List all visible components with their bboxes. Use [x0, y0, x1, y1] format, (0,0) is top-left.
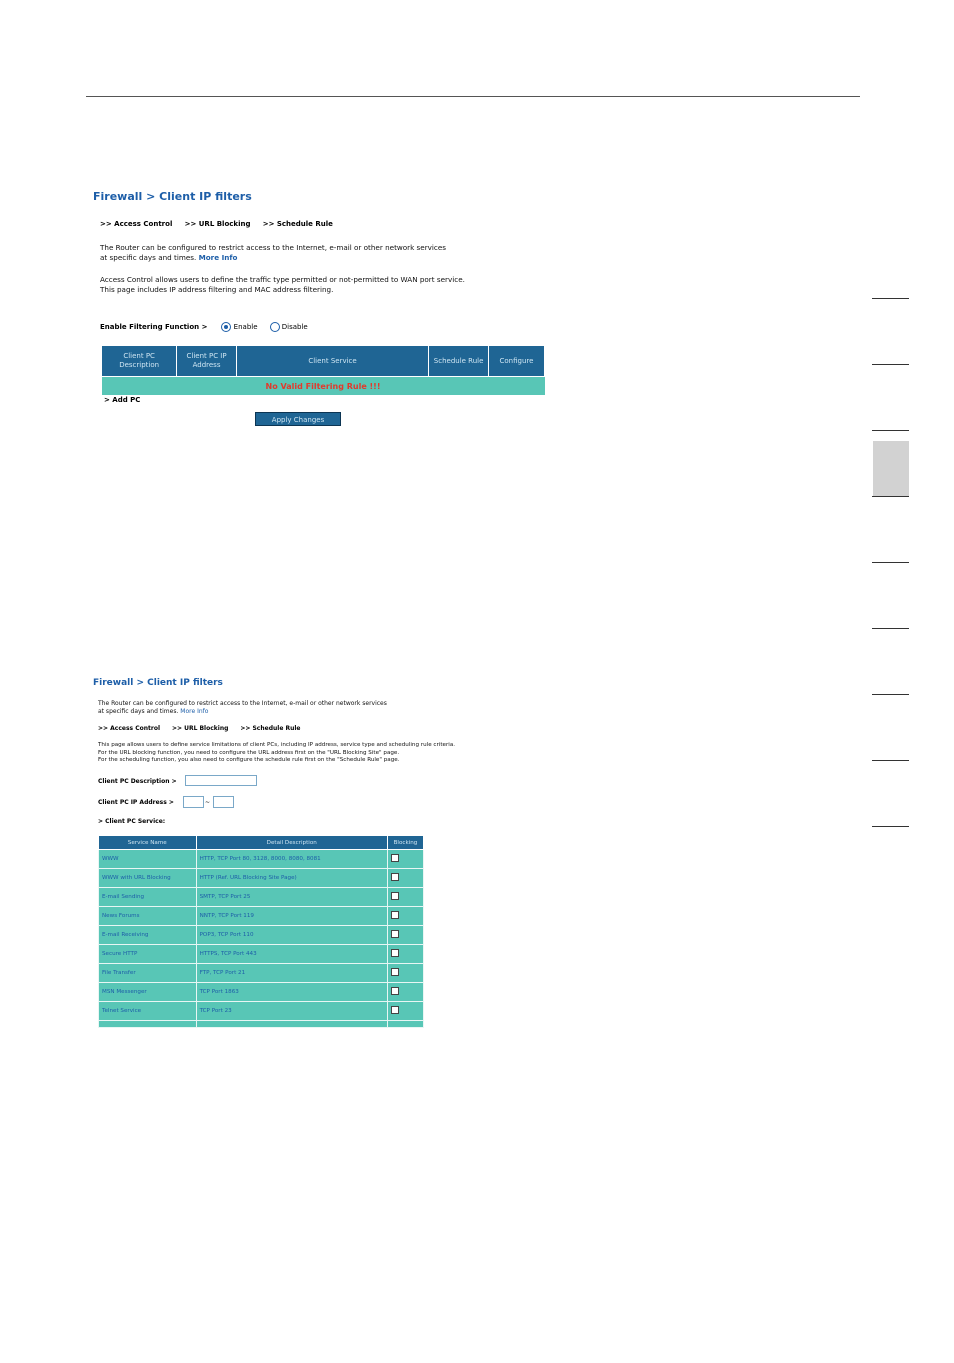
col-header: Client PC Description	[102, 346, 177, 377]
service-name-cell: WWW	[99, 850, 197, 869]
section-tab-divider	[872, 628, 909, 629]
service-name-cell: MSN Messenger	[99, 983, 197, 1002]
filtering-function-row	[100, 322, 308, 332]
filler-cell	[196, 1021, 387, 1028]
section-tab-divider	[872, 430, 909, 431]
add-pc-link[interactable]: > Add PC	[104, 396, 141, 404]
client-pc-description-label: Client PC Description >	[98, 778, 177, 785]
blocking-cell	[387, 1002, 423, 1021]
intro-line: The Router can be configured to restrict access to the Internet, e-mail or other network services	[100, 243, 447, 252]
nav-url-blocking[interactable]: >> URL Blocking	[171, 725, 229, 732]
service-name-cell: E-mail Receiving	[99, 926, 197, 945]
service-description-text	[98, 742, 518, 765]
service-detail-cell: TCP Port 23	[196, 1002, 387, 1021]
blocking-checkbox[interactable]	[391, 854, 399, 862]
table-row	[99, 869, 424, 888]
access-line: Access Control allows users to define the traffic type permitted or not-permitted to WAN port service.	[100, 275, 465, 284]
table-row-filler	[99, 1021, 424, 1028]
blocking-checkbox[interactable]	[391, 968, 399, 976]
blocking-cell	[387, 964, 423, 983]
blocking-checkbox[interactable]	[391, 930, 399, 938]
table-row	[99, 964, 424, 983]
disable-label: Disable	[281, 323, 308, 331]
intro-line: at specific days and times.	[98, 708, 179, 715]
service-detail-cell: HTTP, TCP Port 80, 3128, 8000, 8080, 8081	[196, 850, 387, 869]
nav-schedule-rule[interactable]: >> Schedule Rule	[262, 220, 333, 228]
blocking-checkbox[interactable]	[391, 987, 399, 995]
table-row	[99, 850, 424, 869]
filter-label: Enable Filtering Function >	[100, 323, 208, 331]
radio-empty-icon	[270, 322, 280, 332]
radio-selected-icon	[221, 322, 231, 332]
intro-line: The Router can be configured to restrict access to the Internet, e-mail or other network services	[98, 700, 387, 707]
section-tab-divider	[872, 826, 909, 827]
more-info-link-2[interactable]: More Info	[180, 708, 209, 715]
service-detail-cell: HTTP (Ref. URL Blocking Site Page)	[196, 869, 387, 888]
nav-url-blocking[interactable]: >> URL Blocking	[184, 220, 251, 228]
filter-rules-table	[101, 345, 545, 395]
col-header: Detail Description	[196, 836, 387, 850]
service-name-cell: File Transfer	[99, 964, 197, 983]
col-header: Blocking	[387, 836, 423, 850]
section-tab-divider	[872, 562, 909, 563]
blocking-checkbox[interactable]	[391, 892, 399, 900]
service-detail-cell: POP3, TCP Port 110	[196, 926, 387, 945]
intro-line: at specific days and times.	[100, 253, 197, 262]
blocking-cell	[387, 926, 423, 945]
blocking-checkbox[interactable]	[391, 949, 399, 957]
services-table-body	[99, 850, 424, 1028]
section-tab-divider	[872, 760, 909, 761]
service-detail-cell: FTP, TCP Port 21	[196, 964, 387, 983]
ip-end-input[interactable]	[213, 796, 234, 808]
service-detail-cell: SMTP, TCP Port 25	[196, 888, 387, 907]
blocking-cell	[387, 869, 423, 888]
col-header: Configure	[488, 346, 544, 377]
blocking-checkbox[interactable]	[391, 873, 399, 881]
nav-links	[100, 220, 343, 228]
filler-cell	[99, 1021, 197, 1028]
nav-links-2	[98, 725, 311, 732]
service-name-cell: Telnet Service	[99, 1002, 197, 1021]
section-tab-divider	[872, 694, 909, 695]
service-name-cell: News Forums	[99, 907, 197, 926]
page-title: Firewall > Client IP filters	[93, 190, 252, 203]
intro-text	[100, 243, 520, 263]
service-detail-cell: NNTP, TCP Port 119	[196, 907, 387, 926]
enable-radio[interactable]	[221, 322, 257, 332]
table-row	[99, 926, 424, 945]
access-line: This page includes IP address filtering and MAC address filtering.	[100, 285, 334, 294]
section-tab-divider	[872, 364, 909, 365]
blocking-cell	[387, 888, 423, 907]
header-rule	[86, 96, 860, 97]
blocking-cell	[387, 983, 423, 1002]
service-detail-cell: TCP Port 1863	[196, 983, 387, 1002]
blocking-cell	[387, 907, 423, 926]
enable-label: Enable	[233, 323, 258, 331]
client-pc-description-input[interactable]	[185, 775, 257, 786]
col-header: Schedule Rule	[429, 346, 489, 377]
desc-line: For the URL blocking function, you need to configure the URL address first on the "URL Blocking Site" page.	[98, 749, 400, 756]
services-table	[98, 835, 424, 1028]
service-name-cell: Secure HTTP	[99, 945, 197, 964]
service-detail-cell: HTTPS, TCP Port 443	[196, 945, 387, 964]
nav-access-control[interactable]: >> Access Control	[100, 220, 173, 228]
no-rule-message: No Valid Filtering Rule !!!	[102, 377, 545, 396]
ip-start-input[interactable]	[183, 796, 204, 808]
active-section-tab	[873, 441, 909, 496]
section-tab-divider	[872, 496, 909, 497]
apply-changes-button[interactable]: Apply Changes	[255, 412, 341, 426]
service-name-cell: E-mail Sending	[99, 888, 197, 907]
table-row	[99, 983, 424, 1002]
access-control-text	[100, 275, 530, 295]
ip-range-separator: ~	[205, 799, 211, 806]
client-pc-ip-label: Client PC IP Address >	[98, 799, 174, 806]
col-header: Service Name	[99, 836, 197, 850]
blocking-checkbox[interactable]	[391, 911, 399, 919]
blocking-cell	[387, 850, 423, 869]
nav-access-control[interactable]: >> Access Control	[98, 725, 161, 732]
intro-text-2	[98, 700, 428, 716]
table-row	[99, 1002, 424, 1021]
blocking-cell	[387, 945, 423, 964]
section-tab-divider	[872, 298, 909, 299]
filler-cell	[387, 1021, 423, 1028]
disable-radio[interactable]	[270, 322, 308, 332]
desc-line: For the scheduling function, you also need to configure the schedule rule first on the "Schedule Rule" page.	[98, 757, 400, 764]
col-header: Client Service	[236, 346, 428, 377]
table-row	[99, 888, 424, 907]
col-header: Client PC IP Address	[177, 346, 237, 377]
service-name-cell: WWW with URL Blocking	[99, 869, 197, 888]
desc-line: This page allows users to define service limitations of client PCs, including IP address, service type and scheduling rule criteria.	[98, 742, 456, 748]
table-row	[99, 907, 424, 926]
client-pc-service-label: > Client PC Service:	[98, 818, 166, 825]
nav-schedule-rule[interactable]: >> Schedule Rule	[240, 725, 301, 732]
blocking-checkbox[interactable]	[391, 1006, 399, 1014]
table-row	[99, 945, 424, 964]
page-title-2: Firewall > Client IP filters	[93, 678, 223, 688]
more-info-link[interactable]: More Info	[198, 253, 238, 262]
